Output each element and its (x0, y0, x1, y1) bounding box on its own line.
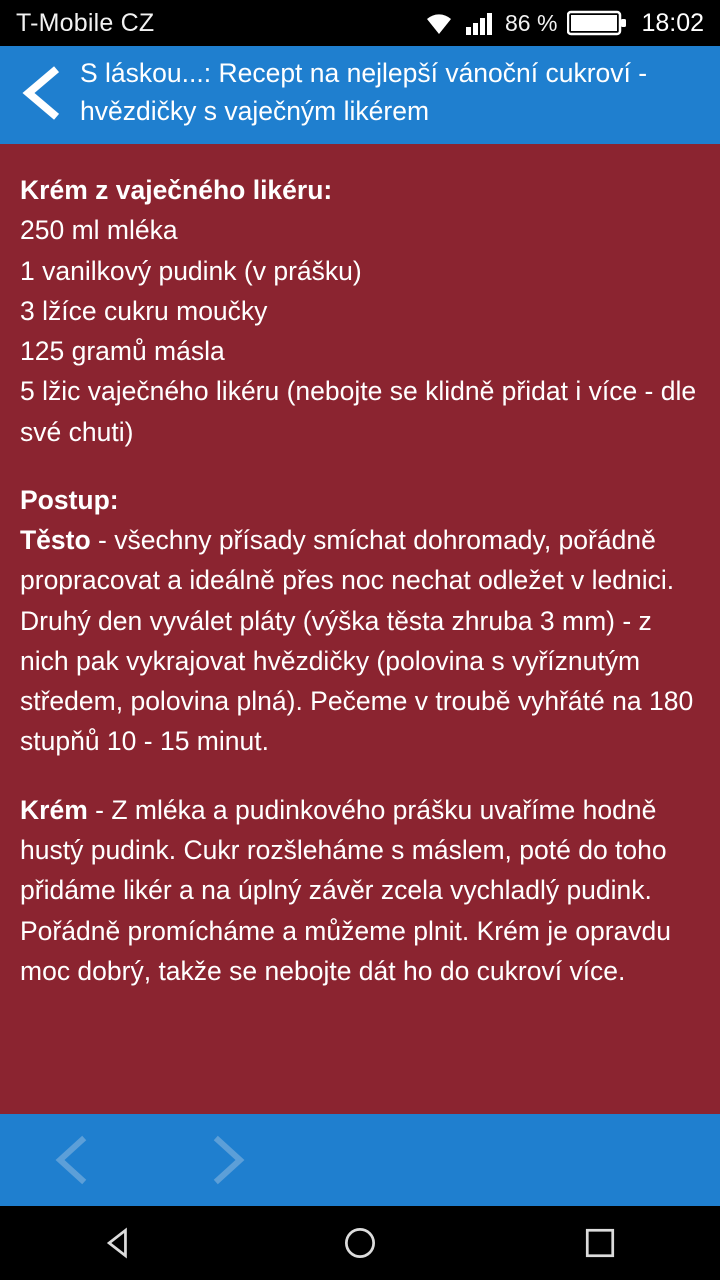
ingredient-line: 3 lžíce cukru moučky (20, 295, 268, 326)
ingredient-line: 250 ml mléka (20, 215, 178, 246)
signal-icon (465, 10, 495, 36)
android-back-icon[interactable] (75, 1206, 165, 1280)
page-title: S láskou...: Recept na nejlepší vánoční cukroví - hvězdičky s vaječným likérem (80, 58, 648, 126)
paragraph-spacer (20, 762, 700, 790)
app-bar (0, 46, 720, 144)
ingredient-line: 125 gramů másla (20, 336, 225, 367)
android-system-bar (0, 1206, 720, 1280)
method-dough-paragraph (20, 520, 700, 762)
back-chevron-icon[interactable] (10, 61, 74, 125)
cream-heading: Krém z vaječného likéru: (20, 175, 333, 205)
android-recents-icon[interactable] (555, 1206, 645, 1280)
bottom-nav-bar (0, 1114, 720, 1206)
ingredient-line: 1 vanilkový pudink (v prášku) (20, 255, 362, 286)
method-dough-label: Těsto (20, 525, 91, 556)
chevron-left-icon[interactable] (44, 1132, 100, 1188)
battery-icon (567, 9, 627, 37)
status-bar (0, 0, 720, 46)
method-cream-label: Krém (20, 794, 88, 825)
method-dough-text: - všechny přísady smíchat dohromady, pořádně propracovat a ideálně přes noc nechat odležet v lednici. Druhý den vyválet pláty (výška těsta zhruba 3 mm) - z nich pak vykrajovat hvězdičky (polovina s vyříznutým středem, polovina plná). Pečeme v troubě vyhřáté na 180 stupňů 10 - 15 minut. (20, 525, 694, 757)
carrier-label: T-Mobile CZ (16, 8, 155, 37)
method-heading: Postup: (20, 484, 119, 515)
clock-label: 18:02 (641, 8, 704, 37)
battery-percent-label: 86 % (505, 9, 558, 36)
ingredient-line: 5 lžic vaječného likéru (nebojte se klidně přidat i více - dle své chuti) (20, 376, 697, 447)
recipe-content[interactable] (0, 144, 720, 1114)
method-cream-text: - Z mléka a pudinkového prášku uvaříme hodně hustý pudink. Cukr rozšleháme s máslem, poté do toho přidáme likér a na úplný závěr zcela vychladlý pudink. Pořádně promícháme a můžeme plnit. Krém je opravdu moc dobrý, takže se nebojte dát ho do cukroví více. (20, 794, 672, 986)
paragraph-spacer (20, 452, 700, 480)
status-icons (423, 9, 704, 38)
method-cream-paragraph (20, 790, 700, 991)
chevron-right-icon[interactable] (200, 1132, 256, 1188)
android-home-icon[interactable] (315, 1206, 405, 1280)
wifi-icon (423, 10, 455, 36)
